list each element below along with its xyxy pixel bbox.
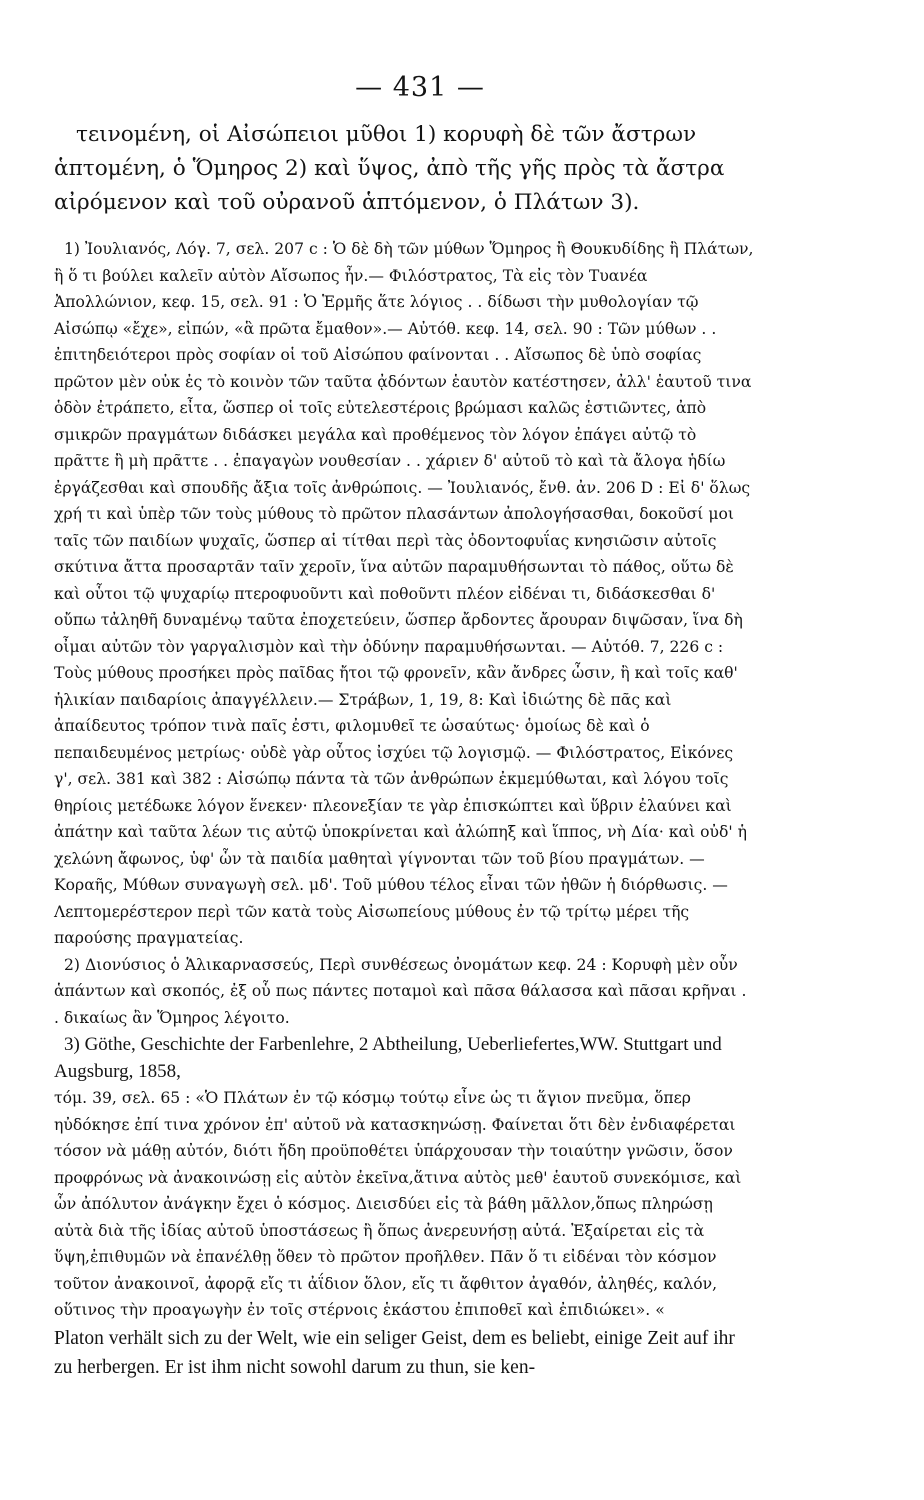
footnote-1: 1) Ἰουλιανός, Λόγ. 7, σελ. 207 c : Ὁ δὲ δὴ τῶν μύθων Ὅμηρος ἢ Θουκυδίδης ἢ Πλάτων, ἢ ὅ τι βούλει καλεῖν αὐτὸν Αἴσωπος ἦν.— Φιλόστρατος, Τὰ εἰς τὸν Τυανέα Ἀπολλώνιον, κεφ. 15, σελ. 91 : Ὁ Ἑρμῆς ἅτε λόγιος . . δίδωσι τὴν μυθολογίαν τῷ Αἰσώπῳ «ἔχε», εἰπών, «ἃ πρῶτα ἔμαθον».— Αὐτόθ. κεφ. 14, σελ. 90 : Τῶν μύθων . . ἐπιτηδειότεροι πρὸς σοφίαν οἱ τοῦ Αἰσώπου φαίνονται . . Αἴσωπος δὲ ὑπὸ σοφίας πρῶτον μὲν οὐκ ἐς τὸ κοινὸν τῶν ταῦτα ᾀδόντων ἑαυτὸν κατέστησεν, ἀλλ' ἑαυτοῦ τινα ὁδὸν ἐτράπετο, εἶτα, ὥσπερ οἱ τοῖς εὐτελεστέροις βρώμασι καλῶς ἑστιῶντες, ἀπὸ σμικρῶν πραγμάτων διδάσκει μεγάλα καὶ προθέμενος τὸν λόγον ἐπάγει αὐτῷ τὸ πρᾶττε ἢ μὴ πρᾶττε . . ἐπαγαγὼν νουθεσίαν . . χάριεν δ' αὐτοῦ τὸ καὶ τὰ ἄλογα ἡδίω ἐργάζεσθαι καὶ σπουδῆς ἄξια τοῖς ἀνθρώποις. — Ἰουλιανός, ἔνθ. ἀν. 206 D : Εἰ δ' ὅλως χρή τι καὶ ὑπὲρ τῶν τοὺς μύθους τὸ πρῶτον πλασάντων ἀπολογήσασθαι, δοκοῦσί μοι ταῖς τῶν παιδίων ψυχαῖς, ὥσπερ αἱ τίτθαι περὶ τὰς ὀδοντοφυΐας κνησιῶσιν αὐτοῖς σκύτινα ἄττα προσαρτᾶν ταῖν χεροῖν, ἵνα αὐτῶν παραμυθήσωνται τὸ πάθος, οὕτω δὲ καὶ οὗτοι τῷ ψυχαρίῳ πτεροφυοῦντι καὶ ποθοῦντι πλέον εἰδέναι τι, διδάσκεσθαι δ' οὔπω τἀληθῆ δυναμένῳ ταῦτα ἐποχετεύειν, ὥσπερ ἄρδοντες ἄρουραν διψῶσαν, ἵνα δὴ οἶμαι αὐτῶν τὸν γαργαλισμὸν καὶ τὴν ὀδύνην παραμυθήσωνται. — Αὐτόθ. 7, 226 c : Τοὺς μύθους προσήκει πρὸς παῖδας ἤτοι τῷ φρονεῖν, κἂν ἄνδρες ὦσιν, ἢ καὶ τοῖς καθ' ἡλικίαν παιδαρίοις ἀπαγγέλλειν.— Στράβων, 1, 19, 8: Καὶ ἰδιώτης δὲ πᾶς καὶ ἀπαίδευτος τρόπον τινὰ παῖς ἐστι, φιλομυθεῖ τε ὡσαύτως· ὁμοίως δὲ καὶ ὁ πεπαιδευμένος μετρίως· οὐδὲ γὰρ οὗτος ἰσχύει τῷ λογισμῷ. — Φιλόστρατος, Εἰκόνες γ', σελ. 381 καὶ 382 : Αἰσώπῳ πάντα τὰ τῶν ἀνθρώπων ἐκμεμύθωται, καὶ λόγου τοῖς θηρίοις μετέδωκε λόγον ἕνεκεν· πλεονεξίαν τε γὰρ ἐπισκώπτει καὶ ὕβριν ἐλαύνει καὶ ἀπάτην καὶ ταῦτα λέων τις αὐτῷ ὑποκρίνεται καὶ ἀλώπηξ καὶ ἵππος, νὴ Δία· καὶ οὐδ' ἡ χελώνη ἄφωνος, ὑφ' ὧν τὰ παιδία μαθηταὶ γίγνονται τῶν τοῦ βίου πραγμάτων. — Κοραῆς, Μύθων συναγωγὴ σελ. μδ'. Τοῦ μύθου τέλος εἶναι τῶν ἠθῶν ἡ διόρθωσις. — Λεπτομερέστερον περὶ τῶν κατὰ τοὺς Αἰσωπείους μύθους ἐν τῷ τρίτῳ μέρει τῆς παρούσης πραγματείας. xyxy=(54,240,754,947)
footnotes xyxy=(54,236,754,1383)
page-number: — 431 — xyxy=(355,72,485,103)
footnote-3-citation: 3) Göthe, Geschichte der Farbenlehre, 2 Abtheilung, Ueberliefertes,WW. Stuttgart und Augsburg, 1858, xyxy=(54,1034,722,1082)
main-paragraph: τεινομένη, οἱ Αἰσώπειοι μῦθοι 1) κορυφὴ δὲ τῶν ἄστρων ἁπτομένη, ὁ Ὅμηρος 2) καὶ ὕψος, ἀπὸ τῆς γῆς πρὸς τὰ ἄστρα αἰρόμενον καὶ τοῦ οὐρανοῦ ἁπτόμενον, ὁ Πλάτων 3). xyxy=(54,122,725,215)
main-text-block xyxy=(54,118,754,220)
footnote-3-greek-quote: τόμ. 39, σελ. 65 : «Ὁ Πλάτων ἐν τῷ κόσμῳ τούτῳ εἶνε ὡς τι ἅγιον πνεῦμα, ὅπερ ηὐδόκησε ἐπί τινα χρόνον ἐπ' αὐτοῦ νὰ κατασκηνώσῃ. Φαίνεται ὅτι δὲν ἐνδιαφέρεται τόσον νὰ μάθῃ αὐτόν, διότι ἤδη προϋποθέτει ὑπάρχουσαν τὴν τοιαύτην γνῶσιν, ὅσον προφρόνως νὰ ἀνακοινώσῃ εἰς αὐτὸν ἐκεῖνα,ἅτινα αὐτὸς μεθ' ἑαυτοῦ συνεκόμισε, καὶ ὧν ἀπόλυτον ἀνάγκην ἔχει ὁ κόσμος. Διεισδύει εἰς τὰ βάθη μᾶλλον,ὅπως πληρώσῃ αὐτὰ διὰ τῆς ἰδίας αὐτοῦ ὑποστάσεως ἢ ὅπως ἀνερευνήσῃ αὐτά. Ἐξαίρεται εἰς τὰ ὕψη,ἐπιθυμῶν νὰ ἐπανέλθῃ ὅθεν τὸ πρῶτον προῆλθεν. Πᾶν ὅ τι εἰδέναι τὸν κόσμον τοῦτον ἀνακοινοῖ, ἀφορᾷ εἴς τι ἀΐδιον ὅλον, εἴς τι ἄφθιτον ἀγαθόν, ἀληθές, καλόν, οὕτινος τὴν προαγωγὴν ἐν τοῖς στέρνοις ἑκάστου ἐπιποθεῖ καὶ ἐπιδιώκει». « xyxy=(54,1089,742,1319)
footnote-2: 2) Διονύσιος ὁ Ἁλικαρνασσεύς, Περὶ συνθέσεως ὀνομάτων κεφ. 24 : Κορυφὴ μὲν οὖν ἁπάντων καὶ σκοπός, ἐξ οὗ πως πάντες ποταμοὶ καὶ πᾶσα θάλασσα καὶ πᾶσαι κρῆναι . . δικαίως ἂν Ὅμηρος λέγοιτο. xyxy=(54,955,747,1027)
footnote-3-german-quote: Platon verhält sich zu der Welt, wie ein seliger Geist, dem es beliebt, einige Zeit auf ihr zu herbergen. Er ist ihm nicht sowohl darum zu thun, sie ken- xyxy=(54,1327,735,1378)
